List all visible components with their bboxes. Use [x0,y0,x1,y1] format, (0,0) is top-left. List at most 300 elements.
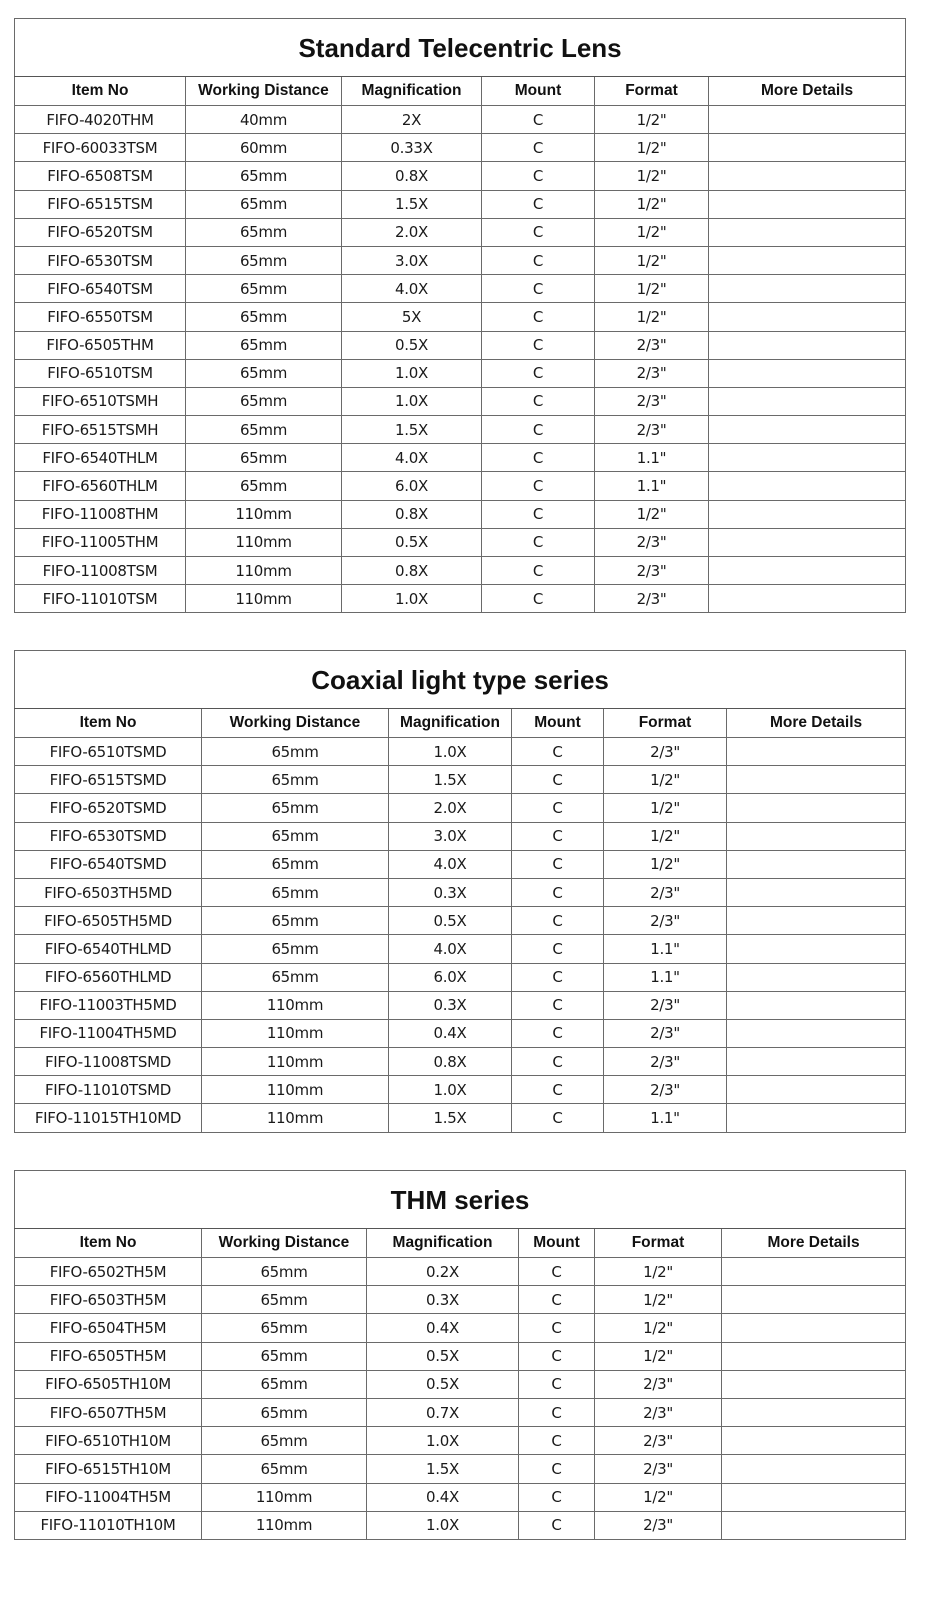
item-no-cell: FIFO-6540THLMD [15,935,202,963]
mount-cell: C [482,134,595,162]
mount-cell: C [512,935,604,963]
table-row [15,1370,906,1398]
format-cell: 1/2" [595,190,709,218]
magnification-cell: 0.33X [342,134,482,162]
column-header-working-distance: Working Distance [186,77,342,106]
column-header-format: Format [595,77,709,106]
header-row [15,1229,906,1258]
more-details-cell [709,416,906,444]
item-no-cell: FIFO-11008TSM [15,557,186,585]
magnification-cell: 1.0X [367,1427,519,1455]
format-cell: 2/3" [595,1427,722,1455]
magnification-cell: 2.0X [342,218,482,246]
more-details-cell [709,134,906,162]
item-no-cell: FIFO-6520TSMD [15,794,202,822]
working-distance-cell: 65mm [202,1427,367,1455]
mount-cell: C [519,1483,595,1511]
magnification-cell: 0.5X [342,528,482,556]
working-distance-cell: 110mm [202,991,389,1019]
table-row [15,1258,906,1286]
format-cell: 1.1" [595,472,709,500]
mount-cell: C [519,1286,595,1314]
more-details-cell [709,444,906,472]
magnification-cell: 2.0X [389,794,512,822]
mount-cell: C [519,1511,595,1539]
item-no-cell: FIFO-6502TH5M [15,1258,202,1286]
magnification-cell: 1.0X [342,387,482,415]
more-details-cell [727,963,906,991]
mount-cell: C [519,1427,595,1455]
working-distance-cell: 65mm [186,190,342,218]
column-header-format: Format [595,1229,722,1258]
more-details-cell [727,1076,906,1104]
magnification-cell: 3.0X [342,246,482,274]
table-row [15,907,906,935]
more-details-cell [727,1104,906,1132]
format-cell: 2/3" [595,528,709,556]
mount-cell: C [482,359,595,387]
magnification-cell: 0.5X [342,331,482,359]
thm-series-table [14,1170,906,1540]
magnification-cell: 0.5X [389,907,512,935]
more-details-cell [709,190,906,218]
table-row [15,1314,906,1342]
column-header-working-distance: Working Distance [202,709,389,738]
magnification-cell: 0.7X [367,1398,519,1426]
item-no-cell: FIFO-6508TSM [15,162,186,190]
item-no-cell: FIFO-6505TH5MD [15,907,202,935]
format-cell: 2/3" [604,907,727,935]
format-cell: 2/3" [604,738,727,766]
mount-cell: C [482,528,595,556]
working-distance-cell: 65mm [186,444,342,472]
format-cell: 1/2" [595,303,709,331]
mount-cell: C [482,190,595,218]
magnification-cell: 1.0X [342,585,482,613]
table-row [15,416,906,444]
format-cell: 2/3" [595,331,709,359]
magnification-cell: 0.8X [389,1048,512,1076]
mount-cell: C [519,1398,595,1426]
table-row [15,359,906,387]
mount-cell: C [519,1455,595,1483]
table-row [15,387,906,415]
mount-cell: C [482,585,595,613]
more-details-cell [727,1048,906,1076]
working-distance-cell: 40mm [186,106,342,134]
magnification-cell: 2X [342,106,482,134]
mount-cell: C [482,275,595,303]
item-no-cell: FIFO-11003TH5MD [15,991,202,1019]
format-cell: 1/2" [595,500,709,528]
more-details-cell [709,106,906,134]
more-details-cell [709,472,906,500]
working-distance-cell: 110mm [202,1019,389,1047]
more-details-cell [709,303,906,331]
mount-cell: C [512,1076,604,1104]
more-details-cell [722,1455,906,1483]
mount-cell: C [482,331,595,359]
format-cell: 2/3" [595,387,709,415]
more-details-cell [722,1314,906,1342]
mount-cell: C [512,850,604,878]
more-details-cell [722,1511,906,1539]
table-row [15,935,906,963]
format-cell: 2/3" [604,1048,727,1076]
magnification-cell: 0.4X [389,1019,512,1047]
table-row [15,1342,906,1370]
more-details-cell [709,528,906,556]
item-no-cell: FIFO-6503TH5MD [15,878,202,906]
table-row [15,766,906,794]
table-row [15,1427,906,1455]
item-no-cell: FIFO-6520TSM [15,218,186,246]
item-no-cell: FIFO-6540TSMD [15,850,202,878]
mount-cell: C [519,1342,595,1370]
item-no-cell: FIFO-6530TSM [15,246,186,274]
working-distance-cell: 110mm [202,1104,389,1132]
more-details-cell [722,1342,906,1370]
working-distance-cell: 65mm [186,331,342,359]
item-no-cell: FIFO-11008THM [15,500,186,528]
column-header-item-no: Item No [15,1229,202,1258]
item-no-cell: FIFO-4020THM [15,106,186,134]
format-cell: 2/3" [595,585,709,613]
format-cell: 1.1" [604,935,727,963]
table-row [15,794,906,822]
magnification-cell: 1.0X [342,359,482,387]
working-distance-cell: 65mm [202,850,389,878]
format-cell: 2/3" [595,557,709,585]
table-row [15,1286,906,1314]
mount-cell: C [482,472,595,500]
header-row [15,709,906,738]
table-row [15,1511,906,1539]
column-header-format: Format [604,709,727,738]
item-no-cell: FIFO-6503TH5M [15,1286,202,1314]
working-distance-cell: 65mm [202,1342,367,1370]
mount-cell: C [512,766,604,794]
magnification-cell: 4.0X [342,444,482,472]
column-header-more-details: More Details [727,709,906,738]
mount-cell: C [512,738,604,766]
more-details-cell [709,359,906,387]
format-cell: 2/3" [595,1398,722,1426]
magnification-cell: 1.0X [389,1076,512,1104]
table-row [15,162,906,190]
magnification-cell: 0.5X [367,1342,519,1370]
table-row [15,190,906,218]
working-distance-cell: 65mm [202,1370,367,1398]
table-title: Standard Telecentric Lens [15,19,906,77]
item-no-cell: FIFO-6530TSMD [15,822,202,850]
working-distance-cell: 60mm [186,134,342,162]
magnification-cell: 6.0X [342,472,482,500]
format-cell: 1/2" [595,1342,722,1370]
working-distance-cell: 65mm [186,387,342,415]
working-distance-cell: 65mm [186,218,342,246]
magnification-cell: 1.0X [367,1511,519,1539]
column-header-mount: Mount [512,709,604,738]
format-cell: 2/3" [595,359,709,387]
more-details-cell [727,878,906,906]
working-distance-cell: 110mm [186,557,342,585]
more-details-cell [727,766,906,794]
more-details-cell [709,275,906,303]
more-details-cell [709,162,906,190]
table-row [15,822,906,850]
more-details-cell [722,1258,906,1286]
more-details-cell [722,1483,906,1511]
magnification-cell: 0.2X [367,1258,519,1286]
mount-cell: C [519,1314,595,1342]
table-row [15,738,906,766]
item-no-cell: FIFO-6510TH10M [15,1427,202,1455]
magnification-cell: 3.0X [389,822,512,850]
mount-cell: C [512,907,604,935]
working-distance-cell: 110mm [202,1511,367,1539]
more-details-cell [727,850,906,878]
magnification-cell: 1.5X [389,1104,512,1132]
more-details-cell [722,1398,906,1426]
working-distance-cell: 65mm [186,275,342,303]
working-distance-cell: 65mm [202,1398,367,1426]
magnification-cell: 0.4X [367,1483,519,1511]
table-row [15,528,906,556]
table-row [15,585,906,613]
magnification-cell: 0.8X [342,500,482,528]
column-header-more-details: More Details [722,1229,906,1258]
format-cell: 1.1" [604,963,727,991]
format-cell: 1/2" [595,134,709,162]
more-details-cell [727,935,906,963]
mount-cell: C [482,218,595,246]
working-distance-cell: 65mm [186,472,342,500]
more-details-cell [709,585,906,613]
working-distance-cell: 65mm [186,416,342,444]
mount-cell: C [482,246,595,274]
magnification-cell: 1.0X [389,738,512,766]
column-header-item-no: Item No [15,77,186,106]
format-cell: 1/2" [604,850,727,878]
mount-cell: C [512,963,604,991]
format-cell: 1/2" [595,1258,722,1286]
table-row [15,331,906,359]
format-cell: 2/3" [604,1019,727,1047]
table-row [15,1398,906,1426]
magnification-cell: 4.0X [389,935,512,963]
column-header-magnification: Magnification [389,709,512,738]
working-distance-cell: 65mm [186,359,342,387]
magnification-cell: 4.0X [389,850,512,878]
item-no-cell: FIFO-6505TH5M [15,1342,202,1370]
item-no-cell: FIFO-6504TH5M [15,1314,202,1342]
format-cell: 1/2" [595,246,709,274]
mount-cell: C [512,1019,604,1047]
mount-cell: C [519,1258,595,1286]
item-no-cell: FIFO-6510TSMD [15,738,202,766]
working-distance-cell: 65mm [202,738,389,766]
magnification-cell: 0.3X [367,1286,519,1314]
mount-cell: C [482,303,595,331]
magnification-cell: 1.5X [342,190,482,218]
item-no-cell: FIFO-11004TH5MD [15,1019,202,1047]
format-cell: 1/2" [595,218,709,246]
magnification-cell: 6.0X [389,963,512,991]
format-cell: 2/3" [604,991,727,1019]
table-row [15,106,906,134]
table-row [15,500,906,528]
table-row [15,134,906,162]
table-row [15,246,906,274]
table-row [15,218,906,246]
format-cell: 1/2" [604,822,727,850]
more-details-cell [709,500,906,528]
item-no-cell: FIFO-6515TSM [15,190,186,218]
working-distance-cell: 65mm [202,907,389,935]
table-row [15,850,906,878]
working-distance-cell: 110mm [202,1076,389,1104]
item-no-cell: FIFO-11005THM [15,528,186,556]
table-row [15,303,906,331]
mount-cell: C [519,1370,595,1398]
working-distance-cell: 65mm [202,1286,367,1314]
magnification-cell: 0.5X [367,1370,519,1398]
more-details-cell [727,738,906,766]
working-distance-cell: 65mm [202,963,389,991]
more-details-cell [722,1427,906,1455]
format-cell: 1/2" [604,794,727,822]
magnification-cell: 1.5X [367,1455,519,1483]
more-details-cell [727,991,906,1019]
more-details-cell [722,1370,906,1398]
table-row [15,472,906,500]
mount-cell: C [512,822,604,850]
magnification-cell: 0.4X [367,1314,519,1342]
column-header-mount: Mount [519,1229,595,1258]
working-distance-cell: 110mm [186,500,342,528]
working-distance-cell: 65mm [202,1455,367,1483]
mount-cell: C [482,500,595,528]
coaxial-light-type-series-table [14,650,906,1133]
format-cell: 1/2" [595,162,709,190]
table-row [15,275,906,303]
format-cell: 1.1" [595,444,709,472]
mount-cell: C [512,794,604,822]
more-details-cell [727,1019,906,1047]
item-no-cell: FIFO-6505THM [15,331,186,359]
item-no-cell: FIFO-11008TSMD [15,1048,202,1076]
item-no-cell: FIFO-6540THLM [15,444,186,472]
mount-cell: C [482,416,595,444]
working-distance-cell: 65mm [186,303,342,331]
working-distance-cell: 110mm [202,1483,367,1511]
header-row [15,77,906,106]
item-no-cell: FIFO-11015TH10MD [15,1104,202,1132]
mount-cell: C [512,878,604,906]
column-header-more-details: More Details [709,77,906,106]
table-row [15,1483,906,1511]
more-details-cell [709,331,906,359]
working-distance-cell: 65mm [202,822,389,850]
format-cell: 2/3" [595,1455,722,1483]
table-row [15,963,906,991]
working-distance-cell: 65mm [202,1258,367,1286]
format-cell: 2/3" [595,1370,722,1398]
table-title: THM series [15,1171,906,1229]
more-details-cell [722,1286,906,1314]
magnification-cell: 5X [342,303,482,331]
format-cell: 1/2" [595,1286,722,1314]
item-no-cell: FIFO-6510TSMH [15,387,186,415]
format-cell: 2/3" [595,416,709,444]
mount-cell: C [482,444,595,472]
table-row [15,1076,906,1104]
column-header-magnification: Magnification [367,1229,519,1258]
item-no-cell: FIFO-6515TSMH [15,416,186,444]
magnification-cell: 1.5X [342,416,482,444]
item-no-cell: FIFO-11004TH5M [15,1483,202,1511]
table-row [15,557,906,585]
working-distance-cell: 65mm [202,766,389,794]
magnification-cell: 4.0X [342,275,482,303]
working-distance-cell: 65mm [202,878,389,906]
item-no-cell: FIFO-6540TSM [15,275,186,303]
magnification-cell: 0.8X [342,557,482,585]
magnification-cell: 0.3X [389,878,512,906]
mount-cell: C [512,1104,604,1132]
item-no-cell: FIFO-11010TSMD [15,1076,202,1104]
more-details-cell [727,822,906,850]
working-distance-cell: 65mm [186,246,342,274]
item-no-cell: FIFO-6560THLM [15,472,186,500]
format-cell: 1/2" [595,1314,722,1342]
item-no-cell: FIFO-6510TSM [15,359,186,387]
magnification-cell: 1.5X [389,766,512,794]
format-cell: 2/3" [595,1511,722,1539]
table-row [15,991,906,1019]
mount-cell: C [482,557,595,585]
table-row [15,1455,906,1483]
working-distance-cell: 65mm [202,794,389,822]
column-header-magnification: Magnification [342,77,482,106]
table-row [15,878,906,906]
item-no-cell: FIFO-6515TSMD [15,766,202,794]
column-header-working-distance: Working Distance [202,1229,367,1258]
more-details-cell [709,387,906,415]
more-details-cell [727,907,906,935]
format-cell: 1/2" [595,1483,722,1511]
table-title: Coaxial light type series [15,651,906,709]
more-details-cell [709,246,906,274]
format-cell: 2/3" [604,1076,727,1104]
item-no-cell: FIFO-11010TSM [15,585,186,613]
mount-cell: C [482,162,595,190]
working-distance-cell: 110mm [186,585,342,613]
more-details-cell [727,794,906,822]
item-no-cell: FIFO-6560THLMD [15,963,202,991]
mount-cell: C [512,1048,604,1076]
mount-cell: C [482,106,595,134]
table-row [15,1019,906,1047]
more-details-cell [709,218,906,246]
format-cell: 1.1" [604,1104,727,1132]
table-row [15,1048,906,1076]
working-distance-cell: 65mm [202,1314,367,1342]
working-distance-cell: 65mm [186,162,342,190]
table-row [15,1104,906,1132]
magnification-cell: 0.8X [342,162,482,190]
